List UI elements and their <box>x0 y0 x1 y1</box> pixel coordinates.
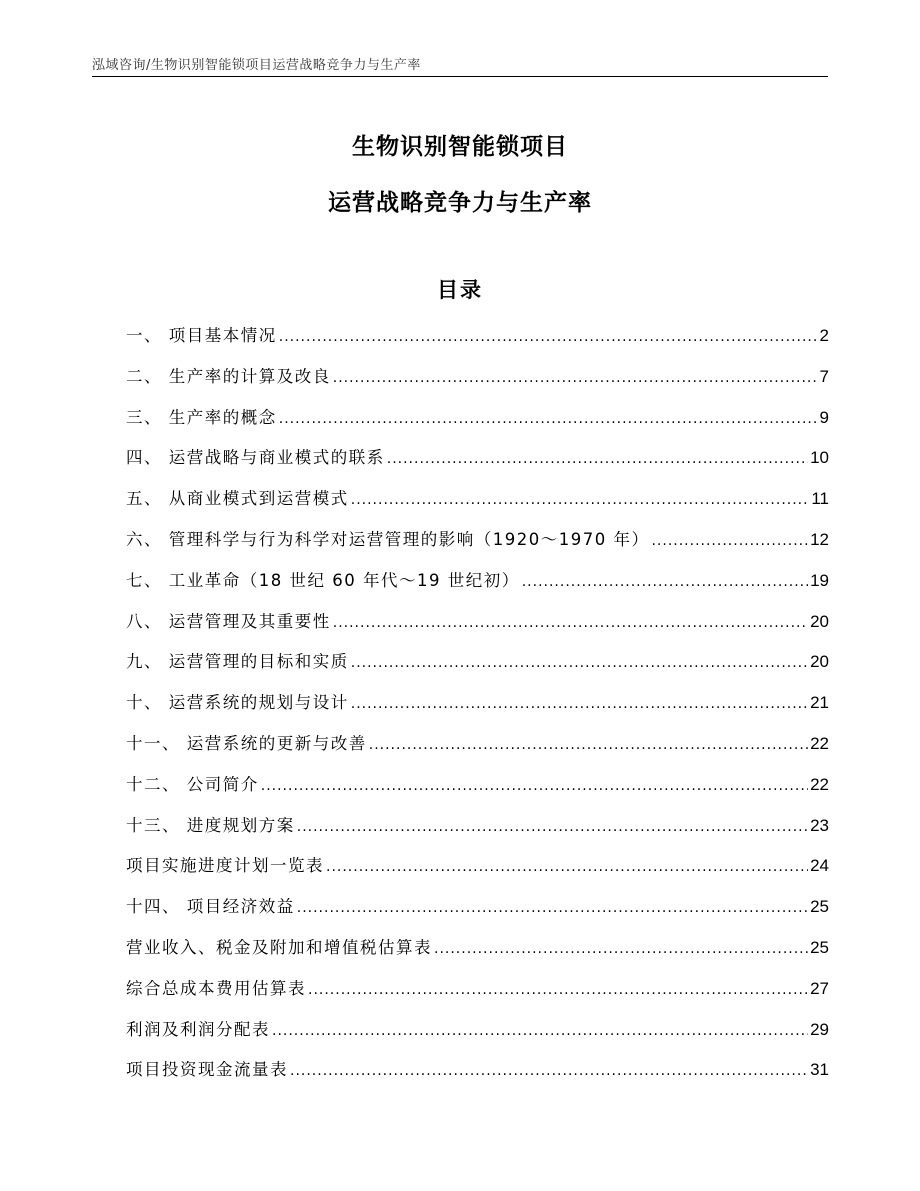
toc-entry-title: 项目投资现金流量表 <box>126 1060 288 1080</box>
toc-dot-leader <box>351 485 810 515</box>
toc-entry-title: 运营管理及其重要性 <box>168 611 331 631</box>
toc-entry-page-number: 19 <box>810 570 829 590</box>
toc-entry-number: 十三、 <box>126 815 187 835</box>
toc-entry[interactable] <box>126 403 829 444</box>
toc-entry-title: 管理科学与行为科学对运营管理的影响（1920～1970 年） <box>168 529 650 549</box>
toc-entry[interactable] <box>126 321 829 362</box>
toc-entry[interactable] <box>126 933 829 974</box>
toc-entry-number: 八、 <box>126 611 169 631</box>
toc-entry-page-number: 20 <box>810 611 829 631</box>
toc-entry-page-number: 2 <box>819 326 829 345</box>
toc-dot-leader <box>651 526 808 556</box>
toc-dot-leader <box>326 852 808 882</box>
toc-entry-title: 从商业模式到运营模式 <box>168 489 349 509</box>
toc-entry[interactable] <box>126 607 829 648</box>
toc-entry-page-number: 22 <box>810 733 829 753</box>
toc-dot-leader <box>308 975 808 1005</box>
toc-entry-title: 项目基本情况 <box>168 326 277 345</box>
toc-entry-number: 十一、 <box>126 733 187 753</box>
toc-dot-leader <box>333 608 808 638</box>
toc-entry[interactable] <box>126 892 829 933</box>
toc-entry-number: 四、 <box>126 448 169 468</box>
toc-entry-page-number: 11 <box>811 489 829 509</box>
toc-entry[interactable] <box>126 525 829 566</box>
toc-entry-page-number: 9 <box>819 407 829 427</box>
toc-dot-leader <box>333 363 818 393</box>
toc-entry[interactable] <box>126 1055 829 1096</box>
toc-dot-leader <box>272 1016 808 1046</box>
toc-entry[interactable] <box>126 443 829 484</box>
toc-entry-title: 生产率的概念 <box>168 407 277 427</box>
toc-entry-title: 生产率的计算及改良 <box>168 366 331 386</box>
document-title-line-1: 生物识别智能锁项目 <box>352 134 568 160</box>
toc-entry-number: 九、 <box>126 652 169 672</box>
toc-heading: 目录 <box>437 278 483 302</box>
toc-dot-leader <box>369 730 808 760</box>
document-title-line-2: 运营战略竞争力与生产率 <box>328 190 592 216</box>
toc-entry-number: 十、 <box>126 693 169 713</box>
toc-entry[interactable] <box>126 851 829 892</box>
toc-entry-title: 项目经济效益 <box>186 897 295 917</box>
toc-entry-page-number: 7 <box>819 366 829 386</box>
toc-entry[interactable] <box>126 647 829 688</box>
toc-entry-page-number: 22 <box>810 774 829 794</box>
toc-entry-page-number: 25 <box>810 897 829 917</box>
toc-entry-title: 工业革命（18 世纪 60 年代～19 世纪初） <box>168 570 520 590</box>
toc-dot-leader <box>261 771 808 801</box>
toc-entry-number: 六、 <box>126 529 169 549</box>
toc-entry-title: 综合总成本费用估算表 <box>126 978 306 998</box>
toc-dot-leader <box>297 812 808 842</box>
toc-entry-number: 三、 <box>126 407 169 427</box>
toc-entry-number: 一、 <box>126 326 169 345</box>
toc-dot-leader <box>351 689 808 719</box>
toc-entry-page-number: 27 <box>810 978 829 998</box>
toc-entry-page-number: 21 <box>810 693 829 713</box>
header-divider <box>92 76 828 77</box>
toc-entry-page-number: 24 <box>810 856 829 876</box>
toc-entry-page-number: 20 <box>810 652 829 672</box>
toc-dot-leader <box>522 567 808 597</box>
toc-dot-leader <box>279 322 818 352</box>
toc-entry-page-number: 10 <box>810 448 829 468</box>
toc-entry-title: 营业收入、税金及附加和增值税估算表 <box>126 937 432 957</box>
toc-dot-leader <box>387 444 808 474</box>
table-of-contents <box>126 321 829 1096</box>
toc-dot-leader <box>351 648 808 678</box>
toc-entry-number: 二、 <box>126 366 169 386</box>
toc-entry-title: 利润及利润分配表 <box>126 1019 270 1039</box>
toc-entry-title: 进度规划方案 <box>186 815 295 835</box>
toc-entry[interactable] <box>126 566 829 607</box>
toc-entry-page-number: 31 <box>810 1060 829 1080</box>
toc-entry[interactable] <box>126 688 829 729</box>
toc-entry-page-number: 23 <box>810 815 829 835</box>
toc-entry-number: 十四、 <box>126 897 187 917</box>
toc-entry[interactable] <box>126 729 829 770</box>
toc-dot-leader <box>434 934 808 964</box>
toc-dot-leader <box>279 404 818 434</box>
toc-entry-title: 公司简介 <box>186 774 259 794</box>
toc-entry[interactable] <box>126 974 829 1015</box>
toc-entry-title: 项目实施进度计划一览表 <box>126 856 324 876</box>
toc-entry-title: 运营系统的规划与设计 <box>168 693 349 713</box>
toc-entry-page-number: 25 <box>810 937 829 957</box>
toc-entry-title: 运营管理的目标和实质 <box>168 652 349 672</box>
toc-dot-leader <box>290 1056 808 1086</box>
toc-entry-number: 五、 <box>126 489 169 509</box>
toc-entry[interactable] <box>126 770 829 811</box>
running-header: 泓域咨询/生物识别智能锁项目运营战略竞争力与生产率 <box>92 58 421 73</box>
toc-entry[interactable] <box>126 484 829 525</box>
toc-entry-number: 七、 <box>126 570 169 590</box>
toc-entry[interactable] <box>126 1015 829 1056</box>
toc-entry[interactable] <box>126 362 829 403</box>
toc-entry-title: 运营战略与商业模式的联系 <box>168 448 385 468</box>
toc-entry[interactable] <box>126 811 829 852</box>
toc-entry-title: 运营系统的更新与改善 <box>186 733 367 753</box>
toc-entry-page-number: 12 <box>810 529 829 549</box>
toc-dot-leader <box>297 893 808 923</box>
toc-entry-page-number: 29 <box>810 1019 829 1039</box>
toc-entry-number: 十二、 <box>126 774 187 794</box>
